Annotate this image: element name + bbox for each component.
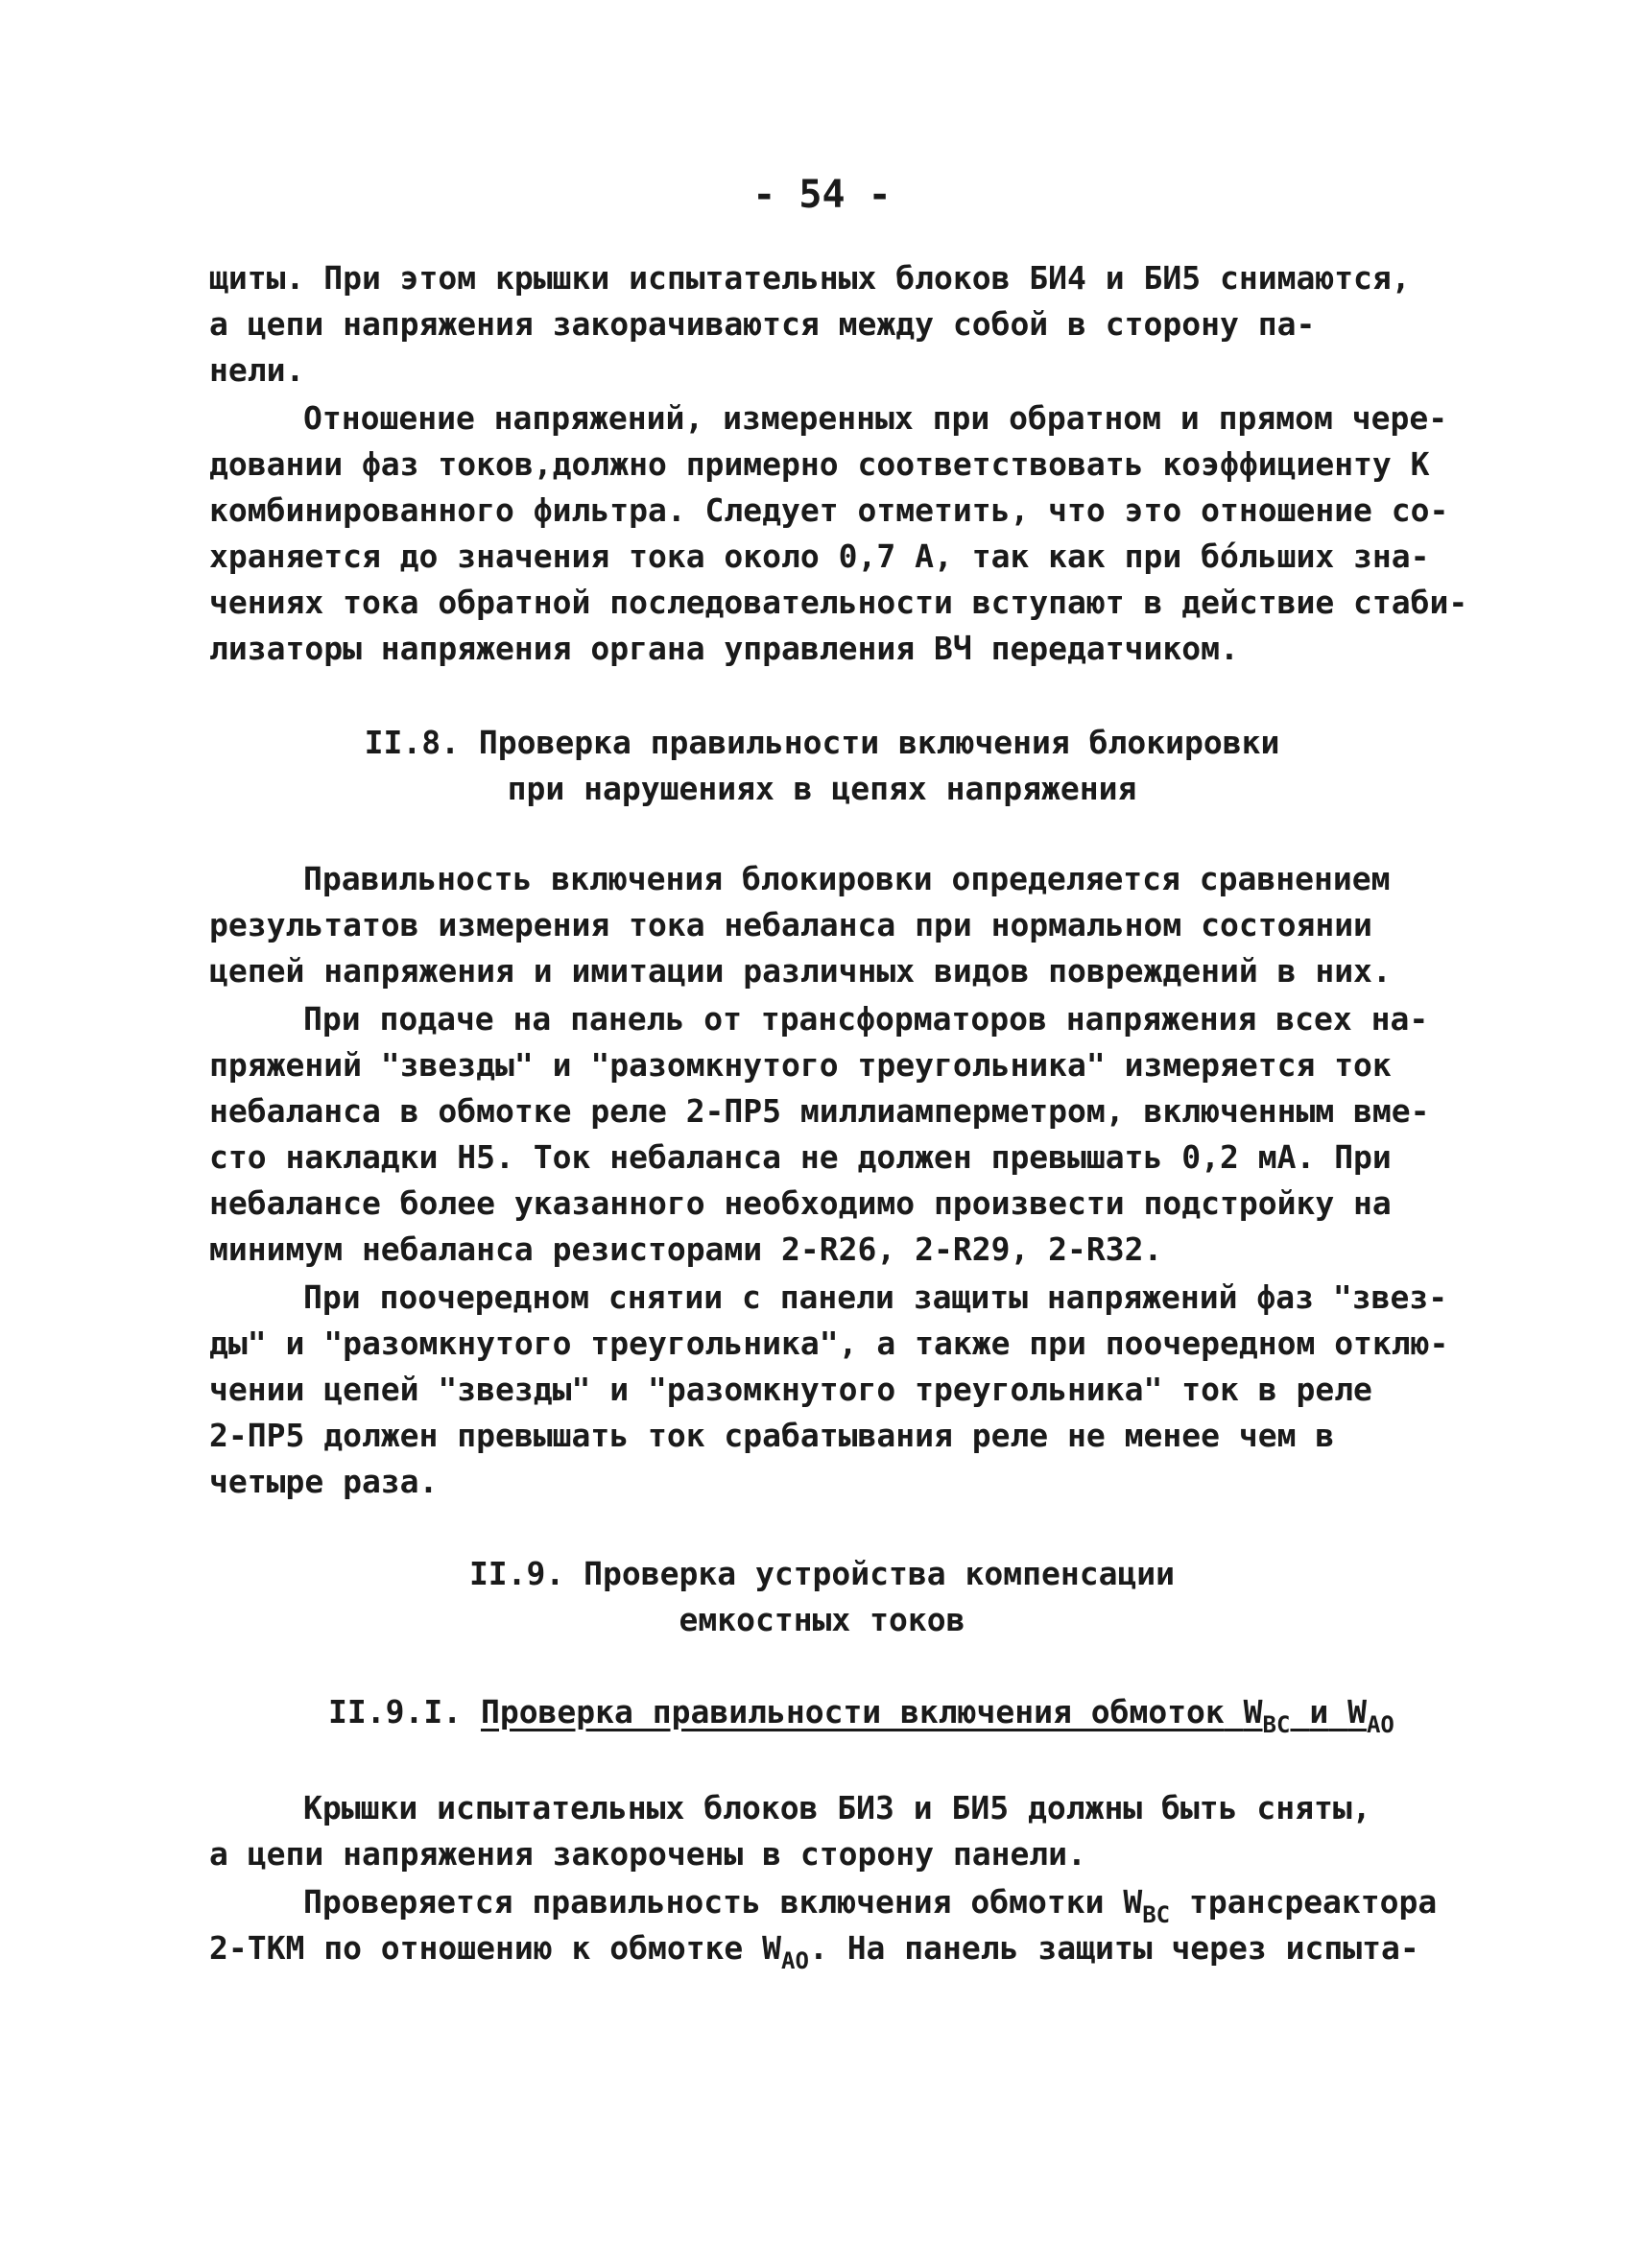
text-line: Правильность включения блокировки определяется сравнением <box>303 860 1391 897</box>
text-line: небалансе более указанного необходимо произвести подстройку на <box>209 1184 1392 1222</box>
text-line: 2-ПР5 должен превышать ток срабатывания реле не менее чем в <box>209 1417 1335 1454</box>
text-line: нели. <box>209 351 305 389</box>
text-line: щиты. При этом крышки испытательных блоков БИ4 и БИ5 снимаются, <box>209 259 1411 297</box>
section-heading: II.9. Проверка устройства компенсации <box>468 1555 1176 1592</box>
text-line: а цепи напряжения закорочены в сторону панели. <box>209 1835 1086 1873</box>
text-line: сто накладки Н5. Ток небаланса не должен превышать 0,2 мА. При <box>209 1138 1392 1176</box>
subsection-number: II.9.I. <box>328 1693 463 1731</box>
text-line: небаланса в обмотке реле 2-ПР5 миллиамперметром, включенным вме- <box>209 1092 1430 1130</box>
text-line: Проверяется правильность включения обмотки $W_{BC}$ трансреактора <box>303 1883 1438 1928</box>
text-line: четыре раза. <box>209 1463 439 1500</box>
text-line: чении цепей "звезды" и "разомкнутого треугольника" ток в реле <box>209 1371 1372 1408</box>
text-line: минимум небаланса резисторами 2-R26, 2-R29, 2-R32. <box>209 1230 1163 1268</box>
text-line: комбинированного фильтра. Следует отметить, что это отношение со- <box>209 491 1449 529</box>
text-line: довании фаз токов,должно примерно соответствовать коэффициенту К <box>209 445 1430 483</box>
text-line: При подаче на панель от трансформаторов напряжения всех на- <box>303 1000 1429 1038</box>
text-line: чениях тока обратной последовательности вступают в действие стаби- <box>209 584 1468 621</box>
text-line: Крышки испытательных блоков БИ3 и БИ5 должны быть сняты, <box>303 1789 1371 1826</box>
text-line: результатов измерения тока небаланса при нормальном состоянии <box>209 906 1372 943</box>
text-line: ды" и "разомкнутого треугольника", а также при поочередном отклю- <box>209 1325 1449 1362</box>
text-line: лизаторы напряжения органа управления ВЧ передатчиком. <box>209 630 1239 667</box>
text-line: При поочередном снятии с панели защиты напряжений фаз "звез- <box>303 1278 1448 1316</box>
section-heading: II.8. Проверка правильности включения блокировки <box>364 724 1280 761</box>
section-heading: при нарушениях в цепях напряжения <box>507 770 1137 807</box>
text-line: храняется до значения тока около 0,7 А, так как при бо́льших зна- <box>209 537 1430 575</box>
text-line: а цепи напряжения закорачиваются между собой в сторону па- <box>209 305 1316 343</box>
page-number: - 54 - <box>752 173 892 217</box>
text-line: Отношение напряжений, измеренных при обратном и прямом чере- <box>303 399 1448 437</box>
text-line: пряжений "звезды" и "разомкнутого треугольника" измеряется ток <box>209 1046 1392 1084</box>
subsection-title: Проверка правильности включения обмоток $W_{BC}$ и $W_{AO}$ <box>480 1693 1394 1738</box>
subsection-heading <box>328 1691 1394 1746</box>
text-line: цепей напряжения и имитации различных видов повреждений в них. <box>209 952 1392 990</box>
section-heading: емкостных токов <box>679 1601 965 1638</box>
text-line: 2-ТКМ по отношению к обмотке $W_{AO}$. На панель защиты через испыта- <box>209 1929 1419 1974</box>
